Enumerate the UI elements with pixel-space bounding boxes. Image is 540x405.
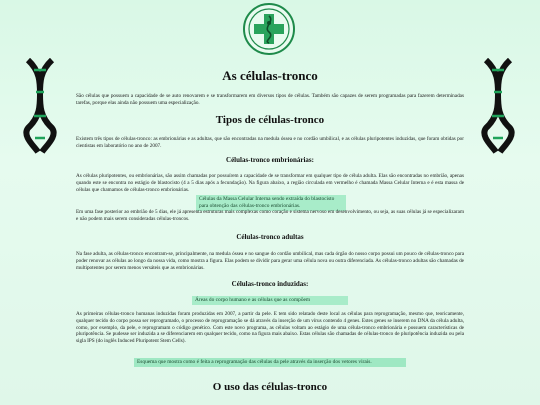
body-areas-image: Áreas do corpo humano e as células que as compõem [192, 296, 348, 305]
section-title-use: O uso das células-tronco [212, 381, 328, 393]
page-title: As células-tronco [222, 68, 318, 83]
embryo-image: Células da Massa Celular Interna sendo extraída do blastocisto para obtenção das células-tronco embrionárias. [196, 195, 346, 211]
section-title-induced: Células-tronco induzidas: [231, 280, 309, 288]
embryonic-paragraph: As células pluripotentes, ou embrionárias, são assim chamadas por possuírem a capacidade de se transformar em qualquer tipo de célula adulta. Elas são encontradas no embrião, apenas quando este se encontra no estágio de blastocisto (4 a 5 dias após a fecundação). Na figura abaixo, a região circulada em vermelho é chamada Massa Celular Interna e é esta massa de células que chamamos de células-tronco embrionárias. [76, 173, 464, 193]
reprogramming-image: Esquema que mostra como é feita a reprogramação das células da pele através da inserção dos vetores virais. [134, 358, 406, 367]
intro-paragraph: São células que possuem a capacidade de se auto renovarem e se transformarem em diversos tipos de células. Também são capazes de serem programadas para fazerem determinadas tarefas, porque elas ainda não possuem uma especialização. [76, 93, 464, 106]
section-title-embryonic: Células-tronco embrionárias: [226, 156, 314, 164]
adult-paragraph: Na fase adulta, as células-tronco encontram-se, principalmente, na medula óssea e no sangue do cordão umbilical, mas cada órgão do nosso corpo possui um pouco de células-tronco para poder renovar as células ao longo da nossa vida, como mostra a figura. Elas podem se dividir para gerar uma célula nova ou outra diferenciada. As células-tronco adultas são chamadas de multipotentes por serem menos versáteis que as embrionárias. [76, 251, 464, 271]
dna-icon [22, 58, 58, 154]
types-paragraph: Existem três tipos de células-tronco: as embrionárias e as adultas, que são encontradas na medula óssea e no cordão umbilical, e as células pluripotentes induzidas, que foram obtidas por cientistas em laboratório no ano de 2007. [76, 136, 464, 149]
induced-paragraph: As primeiras células-tronco humanas induzidas foram produzidas em 2007, a partir da pele. E tem sido relatado deste local as células para reprogramação, mesmo que, teoricamente, qualquer tecido do corpo possa ser reprogramado, o processo de reprogramação se dá através da inserção de um vírus contendo 4 genes. Estes genes se inserem no DNA da célula adulta, como, por exemplo, da pele, e reprogramam o código genético. Com este novo programa, as células voltam ao estágio de uma célula-tronco embrionária e possuem características de pluripotência. Se pudesse ser induzida a se diferenciarem em qualquer tecido, como na figura mais abaixo. Estas células são chamadas de células-tronco de pluripotência induzida ou pela sigla IPS (do inglês Induced Pluripotent Stem Cells). [76, 311, 464, 345]
dna-icon [480, 58, 516, 154]
site-logo [243, 3, 295, 55]
section-title-adult: Células-tronco adultas [236, 233, 304, 241]
embryonic-paragraph-2: Em uma fase posterior ao embrião de 5 dias, ele já apresenta estruturas mais complexas como coração e sistema nervoso em desenvolvimento, ou seja, as suas células já se especializaram e não podem mais serem consideradas células-troncos. [76, 209, 464, 222]
medical-cross-icon [245, 5, 293, 53]
section-title-types: Tipos de células-tronco [215, 114, 325, 126]
